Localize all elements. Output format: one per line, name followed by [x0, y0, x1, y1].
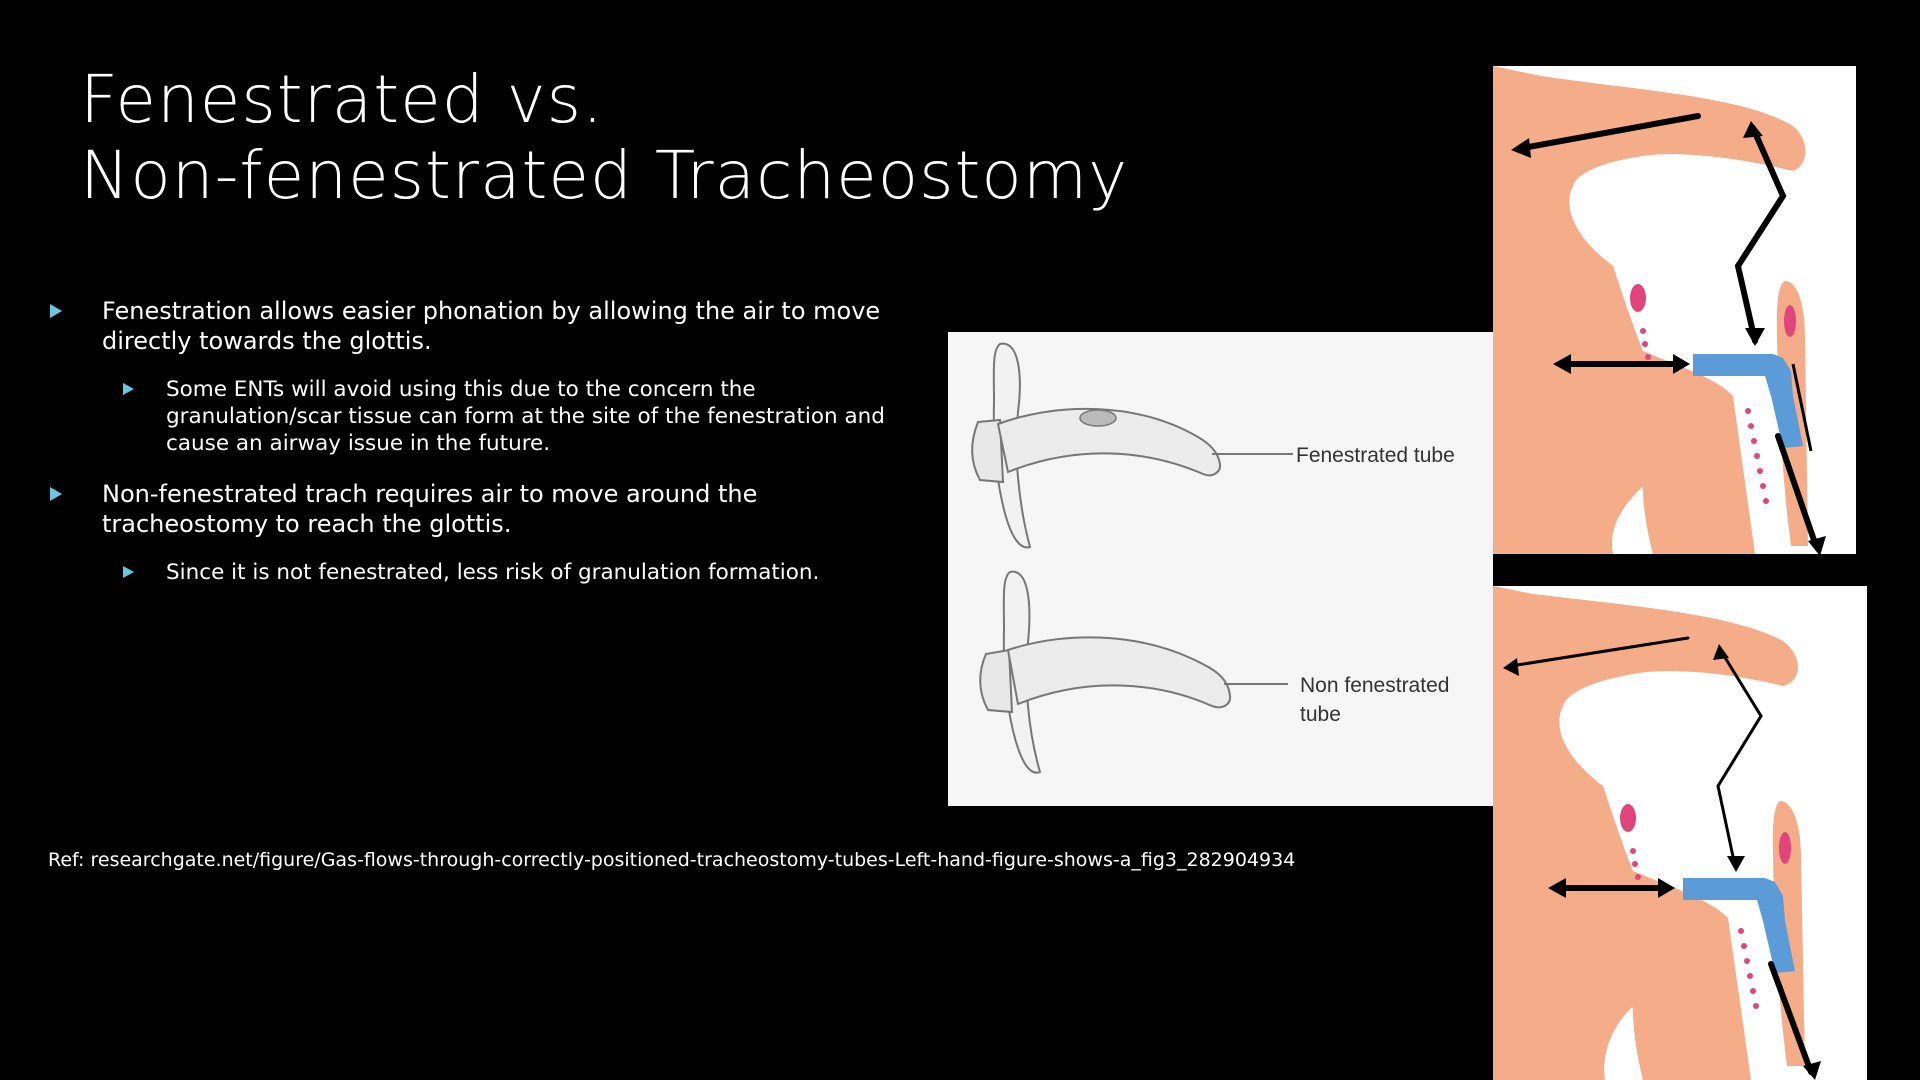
bullet-text: Fenestration allows easier phonation by allowing the air to move directly towards the glottis. — [102, 297, 881, 355]
sub-bullet-arrow-icon — [123, 383, 134, 395]
bullet-arrow-icon — [50, 304, 62, 318]
title-line-2: Non-fenestrated Tracheostomy — [80, 137, 1129, 214]
bullet-list — [48, 296, 918, 608]
bullet-arrow-icon — [50, 487, 62, 501]
non-fenestrated-tube-drawing — [980, 572, 1288, 773]
sub-bullet-text: Some ENTs will avoid using this due to the concern the granulation/scar tissue can form at the site of the fenestration and cause an airway issue in the future. — [166, 377, 885, 456]
fenestrated-tube-drawing — [972, 344, 1293, 548]
bullet-non-fenestrated — [48, 479, 918, 539]
reference-text: Ref: researchgate.net/figure/Gas-flows-through-correctly-positioned-tracheostomy-tubes-Left-hand-figure-shows-a_fig3_282904934 — [48, 849, 1296, 871]
bullet-text: Non-fenestrated trach requires air to move around the tracheostomy to reach the glottis. — [102, 480, 758, 538]
sub-bullet-granulation-concern — [48, 376, 918, 457]
label-non-fenestrated-line2: tube — [1300, 703, 1341, 726]
label-fenestrated-tube: Fenestrated tube — [1296, 444, 1455, 467]
bullet-fenestration — [48, 296, 918, 356]
airway-diagram-non-fenestrated — [1493, 586, 1867, 1080]
tube-comparison-figure — [948, 332, 1493, 806]
slide-title — [80, 61, 1129, 214]
airway-diagram-fenestrated — [1493, 66, 1856, 554]
sub-bullet-text: Since it is not fenestrated, less risk of granulation formation. — [166, 560, 820, 585]
sub-bullet-arrow-icon — [123, 566, 134, 578]
label-non-fenestrated-line1: Non fenestrated — [1300, 674, 1450, 697]
title-line-1: Fenestrated vs. — [80, 61, 605, 138]
sub-bullet-less-risk — [48, 559, 918, 586]
